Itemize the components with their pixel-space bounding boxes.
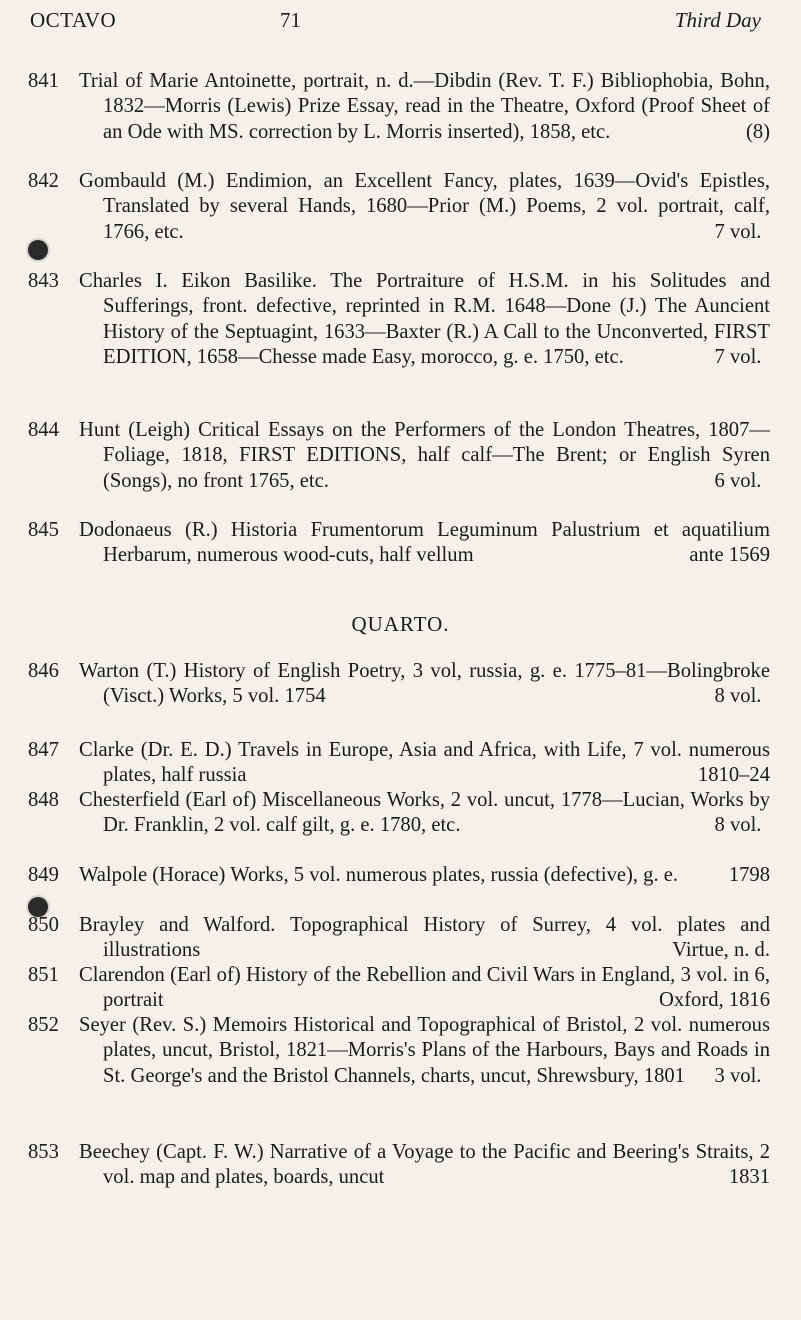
- lot-entry: [28, 788, 770, 839]
- lot-quantity: 3 vol.: [714, 1064, 762, 1087]
- lot-entry: [28, 69, 770, 145]
- page-header: [30, 8, 761, 38]
- lot-quantity: 1798: [728, 864, 770, 886]
- lot-description: Warton (T.) History of English Poetry, 3 vol, russia, g. e. 1775–81—Bolingbroke (Visct.) Works, 5 vol. 1754 8 vol.: [79, 659, 770, 710]
- lot-entry: [28, 738, 770, 789]
- lot-entry: [28, 1013, 770, 1089]
- lot-quantity: Oxford, 1816: [659, 989, 770, 1012]
- header-day: Third Day: [674, 8, 761, 32]
- lot-number: 850: [28, 914, 59, 936]
- lot-description: Beechey (Capt. F. W.) Narrative of a Voyage to the Pacific and Beering's Straits, 2 vol. map and plates, boards, uncut 1831: [79, 1140, 770, 1191]
- lot-number: 841: [28, 70, 59, 92]
- lot-entry: [28, 913, 770, 964]
- lot-quantity: ante 1569: [689, 544, 770, 567]
- lot-description: Walpole (Horace) Works, 5 vol. numerous plates, russia (defective), g. e. 1798: [79, 863, 770, 888]
- section-heading: QUARTO.: [351, 612, 450, 636]
- lot-number: 843: [28, 270, 59, 292]
- lot-entry: [28, 1140, 770, 1191]
- lot-number: 847: [28, 739, 59, 761]
- header-format: OCTAVO: [30, 8, 117, 32]
- lot-quantity: 7 vol.: [714, 220, 762, 243]
- lot-description: Charles I. Eikon Basilike. The Portraiture of H.S.M. in his Solitudes and Sufferings, front. defective, reprinted in R.M. 1648—Done (J.) The Auncient History of the Septuagint, 1633—Baxter (R.) A Call to the Unconverted, FIRST EDITION, 1658—Chesse made Easy, morocco, g. e. 1750, etc. 7 vol.: [79, 269, 770, 371]
- lot-entry: [28, 659, 770, 710]
- page-number: 71: [280, 8, 301, 32]
- lot-description: Seyer (Rev. S.) Memoirs Historical and Topographical of Bristol, 2 vol. numerous plates, uncut, Bristol, 1821—Morris's Plans of the Harbours, Bays and Roads in St. George's and the Bristol Channels, charts, uncut, Shrewsbury, 1801 3 vol.: [79, 1013, 770, 1089]
- lot-quantity: 7 vol.: [714, 346, 762, 369]
- lot-number: 842: [28, 170, 59, 192]
- lot-entry: [28, 518, 770, 569]
- lot-description: Gombauld (M.) Endimion, an Excellent Fancy, plates, 1639—Ovid's Epistles, Translated by several Hands, 1680—Prior (M.) Poems, 2 vol. portrait, calf, 1766, etc. 7 vol.: [79, 169, 770, 245]
- lot-entry: [28, 418, 770, 494]
- lot-entry: [28, 963, 770, 1014]
- lot-entry: [28, 169, 770, 245]
- lot-description: Clarke (Dr. E. D.) Travels in Europe, Asia and Africa, with Life, 7 vol. numerous plates, half russia 1810–24: [79, 738, 770, 789]
- lot-number: 848: [28, 789, 59, 811]
- lot-description: Hunt (Leigh) Critical Essays on the Performers of the London Theatres, 1807—Foliage, 1818, FIRST EDITIONS, half calf—The Brent; or English Syren (Songs), no front 1765, etc. 6 vol.: [79, 418, 770, 494]
- lot-quantity: 8 vol.: [714, 814, 762, 837]
- lot-quantity: 6 vol.: [714, 469, 762, 492]
- lot-quantity: 8 vol.: [714, 685, 762, 708]
- lot-description: Brayley and Walford. Topographical History of Surrey, 4 vol. plates and illustrations Virtue, n. d.: [79, 913, 770, 964]
- lot-quantity: 1810–24: [697, 764, 770, 787]
- lot-entry: [28, 863, 770, 888]
- lot-number: 853: [28, 1141, 59, 1163]
- lot-quantity: 1831: [728, 1166, 770, 1189]
- lot-number: 852: [28, 1014, 59, 1036]
- lot-number: 849: [28, 864, 59, 886]
- lot-description: Clarendon (Earl of) History of the Rebellion and Civil Wars in England, 3 vol. in 6, portrait Oxford, 1816: [79, 963, 770, 1014]
- lot-number: 845: [28, 519, 59, 541]
- lot-description: Chesterfield (Earl of) Miscellaneous Works, 2 vol. uncut, 1778—Lucian, Works by Dr. Franklin, 2 vol. calf gilt, g. e. 1780, etc. 8 vol.: [79, 788, 770, 839]
- lot-description: Dodonaeus (R.) Historia Frumentorum Leguminum Palustrium et aquatilium Herbarum, numerous wood-cuts, half vellum ante 1569: [79, 518, 770, 569]
- lot-number: 851: [28, 964, 59, 986]
- lot-number: 844: [28, 419, 59, 441]
- lot-number: 846: [28, 660, 59, 682]
- lot-description: Trial of Marie Antoinette, portrait, n. d.—Dibdin (Rev. T. F.) Bibliophobia, Bohn, 1832—Morris (Lewis) Prize Essay, read in the Theatre, Oxford (Proof Sheet of an Ode with MS. correction by L. Morris inserted), 1858, etc. (8): [79, 70, 770, 143]
- lot-quantity: Virtue, n. d.: [672, 939, 770, 962]
- lot-entry: [28, 269, 770, 371]
